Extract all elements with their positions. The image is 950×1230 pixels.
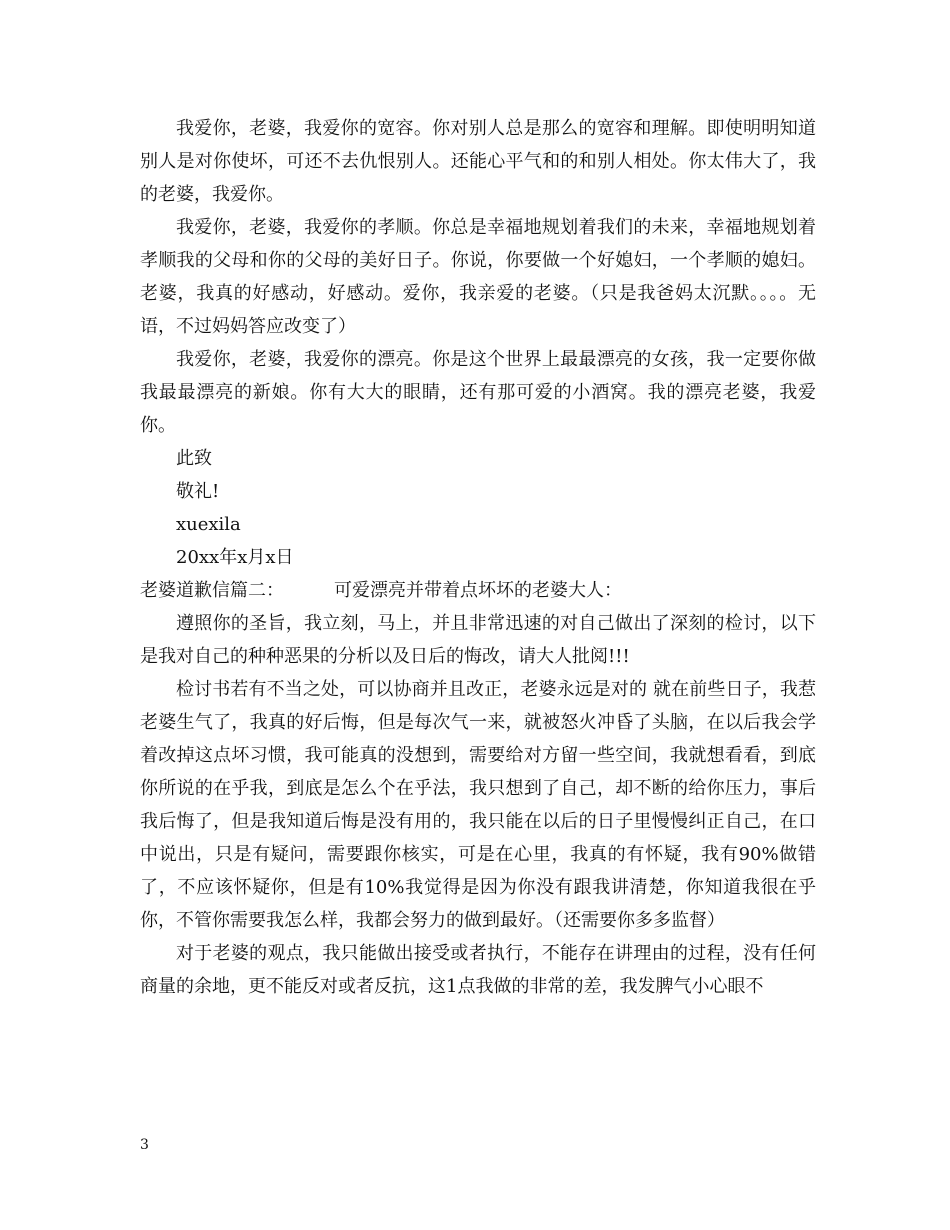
- document-body: [140, 112, 816, 1003]
- paragraph-tolerance: 我爱你，老婆，我爱你的宽容。你对别人总是那么的宽容和理解。即使明明知道别人是对你使坏，可还不去仇恨别人。还能心平气和的和别人相处。你太伟大了，我的老婆，我爱你。: [140, 118, 816, 205]
- closing-line-1: 此致: [176, 448, 212, 469]
- signature: xuexila: [176, 514, 241, 535]
- section-heading: [140, 574, 816, 607]
- paragraph-obedience: 对于老婆的观点，我只能做出接受或者执行，不能存在讲理由的过程，没有任何商量的余地，更不能反对或者反抗，这1点我做的非常的差，我发脾气小心眼不: [140, 943, 816, 997]
- section-salutation: 可爱漂亮并带着点坏坏的老婆大人：: [334, 580, 622, 601]
- page-number: 3: [140, 1137, 149, 1153]
- section-title: 老婆道歉信篇二：: [140, 580, 284, 601]
- paragraph-beauty: 我爱你，老婆，我爱你的漂亮。你是这个世界上最最漂亮的女孩，我一定要你做我最最漂亮的新娘。你有大大的眼睛，还有那可爱的小酒窝。我的漂亮老婆，我爱你。: [140, 349, 816, 436]
- paragraph-filial: 我爱你，老婆，我爱你的孝顺。你总是幸福地规划着我们的未来，幸福地规划着孝顺我的父母和你的父母的美好日子。你说，你要做一个好媳妇，一个孝顺的媳妇。老婆，我真的好感动，好感动。爱你，我亲爱的老婆。（只是我爸妈太沉默。。。。无语，不过妈妈答应改变了）: [140, 217, 816, 337]
- paragraph-self-criticism: 检讨书若有不当之处，可以协商并且改正，老婆永远是对的 就在前些日子，我惹老婆生气了，我真的好后悔，但是每次气一来，就被怒火冲昏了头脑，在以后我会学着改掉这点坏习惯，我可能真的没想到，需要给对方留一些空间，我就想看看，到底你所说的在乎我，到底是怎么个在乎法，我只想到了自己，却不断的给你压力，事后我后悔了，但是我知道后悔是没有用的，我只能在以后的日子里慢慢纠正自己，在口中说出，只是有疑问，需要跟你核实，可是在心里，我真的有怀疑，我有90%做错了，不应该怀疑你，但是有10%我觉得是因为你没有跟我讲清楚，你知道我很在乎你，不管你需要我怎么样，我都会努力的做到最好。（还需要你多多监督）: [140, 679, 816, 931]
- letter-date: 20xx年x月x日: [176, 547, 294, 568]
- paragraph-review: 遵照你的圣旨，我立刻，马上，并且非常迅速的对自己做出了深刻的检讨，以下是我对自己的种种恶果的分析以及日后的悔改，请大人批阅!!!: [140, 613, 816, 667]
- closing-line-2: 敬礼!: [176, 481, 220, 502]
